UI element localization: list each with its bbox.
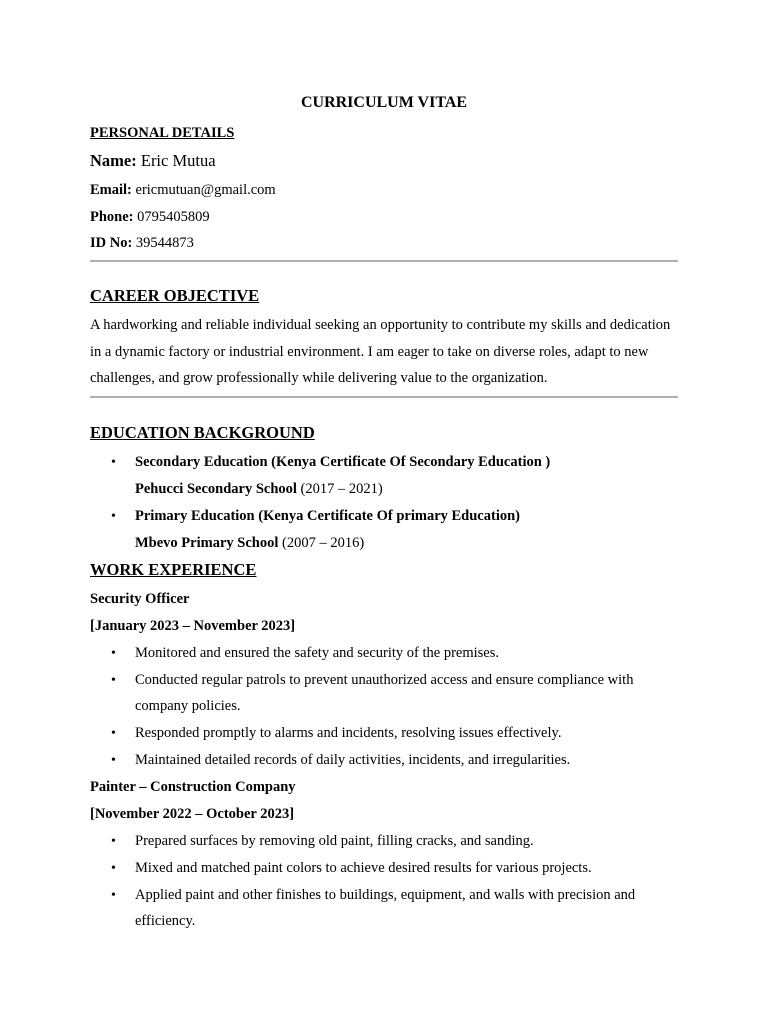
job-duty-continued: company policies. — [135, 698, 241, 714]
work-experience-heading: WORK EXPERIENCE — [90, 560, 257, 579]
personal-details-heading: PERSONAL DETAILS — [90, 125, 235, 141]
job-duty: Prepared surfaces by removing old paint, filling cracks, and sanding. — [135, 833, 534, 849]
bullet-icon: • — [111, 753, 116, 768]
phone-label: Phone: — [90, 209, 134, 225]
email-row — [90, 181, 276, 199]
job-duty: Monitored and ensured the safety and security of the premises. — [135, 645, 500, 661]
divider — [90, 396, 678, 398]
name-row — [90, 151, 216, 171]
job-period: [January 2023 – November 2023] — [90, 618, 296, 634]
education-heading: EDUCATION BACKGROUND — [90, 423, 315, 442]
id-value: 39544873 — [135, 235, 194, 251]
bullet-icon: • — [111, 726, 116, 741]
bullet-icon: • — [111, 861, 116, 876]
bullet-icon: • — [111, 646, 116, 661]
education-level: Primary Education (Kenya Certificate Of primary Education) — [135, 508, 520, 524]
divider — [90, 260, 678, 262]
education-school: Pehucci Secondary School — [135, 481, 297, 497]
education-years: (2017 – 2021) — [300, 481, 383, 497]
id-row — [90, 234, 194, 252]
email-value: ericmutuan@gmail.com — [135, 182, 276, 198]
bullet-icon: • — [111, 834, 116, 849]
job-role: Painter – Construction Company — [90, 779, 296, 795]
job-duty-continued: efficiency. — [135, 913, 196, 929]
document-title: CURRICULUM VITAE — [300, 94, 468, 111]
job-period: [November 2022 – October 2023] — [90, 806, 295, 822]
email-label: Email: — [90, 182, 132, 198]
phone-row — [90, 208, 210, 226]
job-duty: Maintained detailed records of daily activities, incidents, and irregularities. — [135, 752, 571, 768]
job-duty: Responded promptly to alarms and incidents, resolving issues effectively. — [135, 725, 562, 741]
job-duty: Mixed and matched paint colors to achieve desired results for various projects. — [135, 860, 592, 876]
name-value: Eric Mutua — [140, 151, 216, 170]
job-duty: Applied paint and other finishes to buildings, equipment, and walls with precision and — [135, 887, 636, 903]
education-school: Mbevo Primary School — [135, 535, 279, 551]
bullet-icon: • — [111, 509, 116, 524]
education-school-row — [135, 480, 383, 498]
bullet-icon: • — [111, 888, 116, 903]
bullet-icon: • — [111, 455, 116, 470]
name-label: Name: — [90, 151, 137, 170]
id-label: ID No: — [90, 235, 133, 251]
job-duty: Conducted regular patrols to prevent unauthorized access and ensure compliance with — [135, 672, 634, 688]
career-objective-text: A hardworking and reliable individual seeking an opportunity to contribute my skills and dedication in a dynamic factory or industrial environment. I am eager to take on diverse roles, adapt to new challenges, and grow professionally while delivering value to the organization. — [90, 317, 671, 387]
phone-value: 0795405809 — [137, 209, 210, 225]
bullet-icon: • — [111, 673, 116, 688]
education-school-row — [135, 534, 364, 552]
career-objective-heading: CAREER OBJECTIVE — [90, 286, 260, 305]
education-level: Secondary Education (Kenya Certificate Of Secondary Education ) — [135, 454, 551, 470]
education-years: (2007 – 2016) — [282, 535, 365, 551]
job-role: Security Officer — [90, 591, 190, 607]
